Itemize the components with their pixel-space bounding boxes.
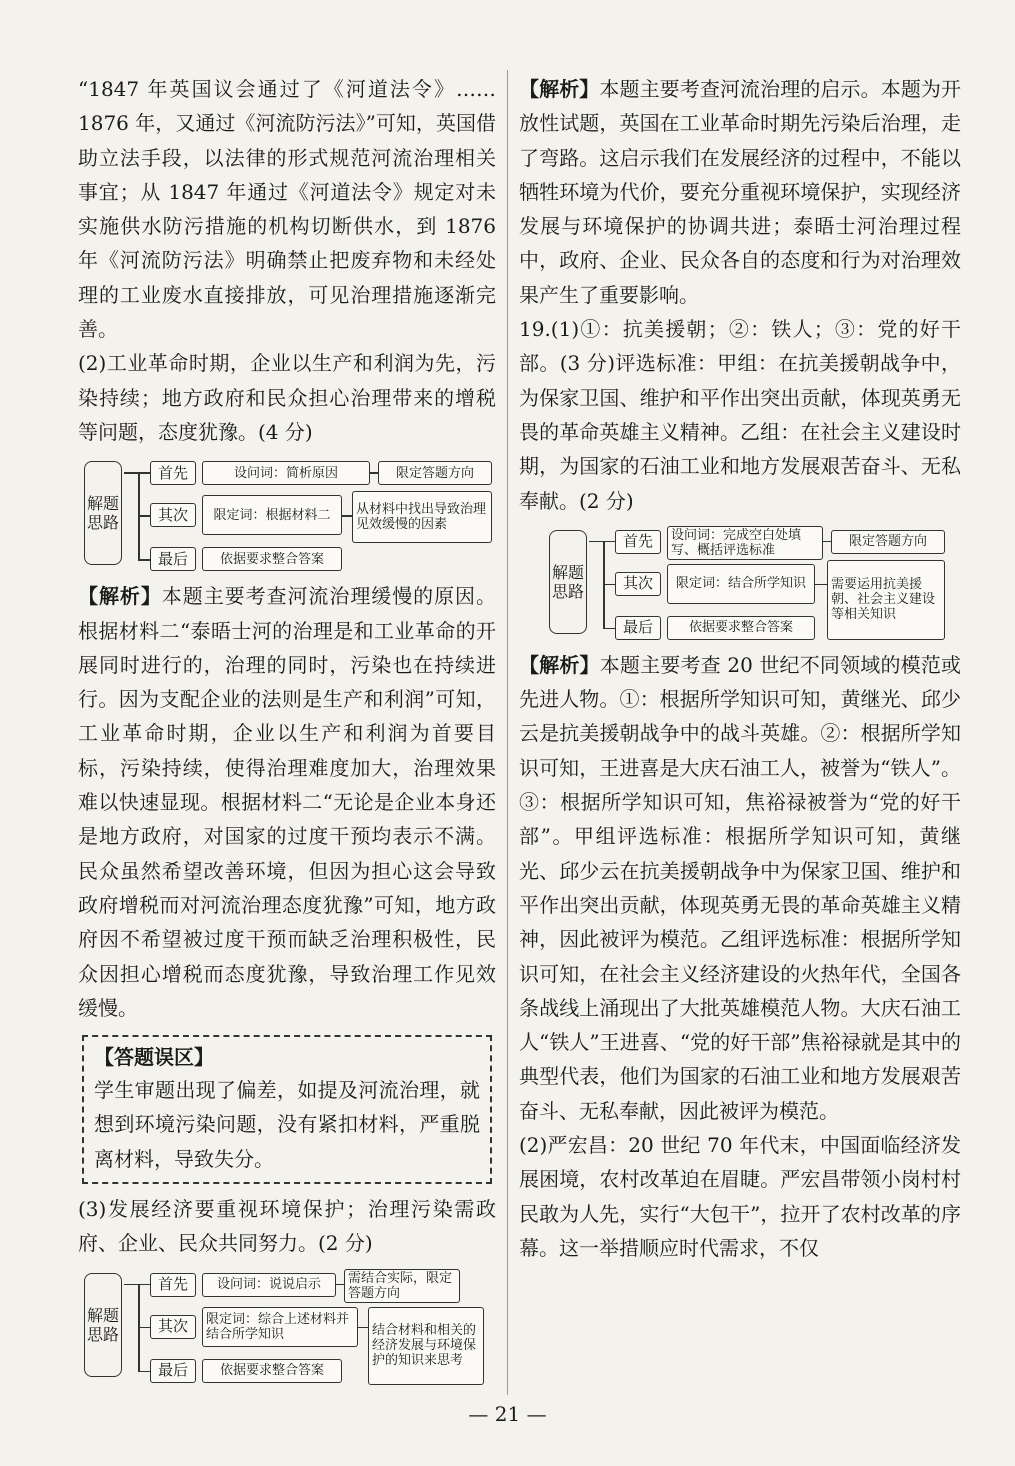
analysis-text: 本题主要考查河流治理的启示。本题为开放性试题，英国在工业革命时期先污染后治理，走了弯路。这启示我们在发展经济的过程中，不能以牺牲环境为代价，要充分重视环境保护，实现经济发展与环境保护的协调共进；泰晤士河治理过程中，政府、企业、民众各自的态度和行为对治理效果产生了重要影响。	[519, 77, 962, 307]
flow-node: 依据要求整合答案	[202, 547, 342, 571]
flow-node: 限定词：综合上述材料并结合所学知识	[202, 1307, 358, 1347]
flow-side-label: 解题思路	[84, 1273, 122, 1377]
question-2-answer: (2)严宏昌：20 世纪 70 年代末，中国面临经济发展困境，农村改革迫在眉睫。严宏昌带领小岗村村民敢为人先，实行“大包干”，拉开了农村改革的序幕。这一举措顺应时代需求，不仅	[519, 1133, 961, 1260]
flow-step-1: 首先	[150, 461, 196, 485]
error-zone-box	[82, 1035, 492, 1184]
solution-flowchart	[78, 457, 496, 573]
column-divider	[507, 70, 508, 1395]
flow-step-3: 最后	[150, 547, 196, 571]
flow-step-1: 首先	[150, 1273, 196, 1297]
flow-step-2: 其次	[150, 1315, 196, 1339]
flow-step-2: 其次	[150, 503, 196, 527]
error-zone-title: 【答题误区】	[94, 1045, 214, 1070]
left-column	[78, 72, 496, 1391]
analysis-tag: 【解析】	[519, 652, 600, 677]
paragraph: “1847 年英国议会通过了《河道法令》……1876 年，又通过《河流防污法》”可知，英国借助立法手段，以法律的形式规范河流治理相关事宜；从 1847 年通过《河道法令》规定对未实施供水防污措施的机构切断供水，到 1876 年《河流防污法》明确禁止把废弃物和未经处理的工业废水直接排放，可见治理措施逐渐完善。	[78, 77, 496, 342]
flow-node: 限定答题方向	[831, 530, 945, 554]
flow-step-3: 最后	[615, 616, 661, 640]
error-zone-text: 学生审题出现了偏差，如提及河流治理，就想到环境污染问题，没有紧扣材料，严重脱离材料，导致失分。	[94, 1078, 480, 1171]
flow-node: 需结合实际，限定答题方向	[344, 1269, 460, 1303]
question-19-answer: 19.(1)①：抗美援朝；②：铁人；③：党的好干部。(3 分)评选标准：甲组：在抗美援朝战争中，为保家卫国、维护和平作出突出贡献，体现英勇无畏的革命英雄主义精神。乙组：在社会主义建设时期，为国家的石油工业和地方发展艰苦奋斗、无私奉献。(2 分)	[519, 317, 961, 513]
flow-node: 设问词：完成空白处填写、概括评选标准	[667, 526, 823, 560]
flow-node: 限定词：根据材料二	[202, 495, 342, 535]
question-2-answer: (2)工业革命时期，企业以生产和利润为先，污染持续；地方政府和民众担心治理带来的增税等问题，态度犹豫。(4 分)	[78, 351, 496, 444]
page-number: — 21 —	[468, 1402, 547, 1426]
flow-node: 设问词：说说启示	[202, 1273, 336, 1297]
flow-node: 限定词：结合所学知识	[667, 564, 815, 604]
flow-side-label: 解题思路	[549, 530, 587, 634]
flow-node: 结合材料和相关的经济发展与环境保护的知识来思考	[368, 1307, 484, 1385]
flow-node: 限定答题方向	[378, 461, 492, 485]
flow-node: 设问词：简析原因	[202, 461, 370, 485]
solution-flowchart	[78, 1269, 496, 1385]
flow-step-1: 首先	[615, 530, 661, 554]
solution-flowchart	[543, 526, 961, 642]
flow-node: 需要运用抗美援朝、社会主义建设等相关知识	[827, 560, 945, 640]
analysis-tag: 【解析】	[519, 77, 600, 101]
analysis-text: 本题主要考查 20 世纪不同领域的模范或先进人物。①：根据所学知识可知，黄继光、邱少云是抗美援朝战争中的战斗英雄。②：根据所学知识可知，王进喜是大庆石油工人，被誉为“铁人”。③：根据所学知识可知，焦裕禄被誉为“党的好干部”。甲组评选标准：根据所学知识可知，黄继光、邱少云在抗美援朝战争中为保家卫国、维护和平作出突出贡献，体现英勇无畏的革命英雄主义精神，因此被评为模范。乙组评选标准：根据所学知识可知，在社会主义经济建设的火热年代，全国各条战线上涌现出了大批英雄模范人物。大庆石油工人“铁人”王进喜、“党的好干部”焦裕禄就是其中的典型代表，他们为国家的石油工业和地方发展艰苦奋斗、无私奉献，因此被评为模范。	[519, 652, 961, 1123]
question-3-answer: (3)发展经济要重视环境保护；治理污染需政府、企业、民众共同努力。(2 分)	[78, 1197, 496, 1256]
analysis-text: 本题主要考查河流治理缓慢的原因。根据材料二“泰晤士河的治理是和工业革命的开展同时进行的，治理的同时，污染也在持续进行。因为支配企业的法则是生产和利润”可知，工业革命时期，企业以生产和利润为首要目标，污染持续，使得治理难度加大，治理效果难以快速显现。根据材料二“无论是企业本身还是地方政府，对国家的过度干预均表示不满。民众虽然希望改善环境，但因为担心这会导致政府增税而对河流治理态度犹豫”可知，地方政府因不希望被过度干预而缺乏治理积极性，民众因担心增税而态度犹豫，导致治理工作见效缓慢。	[78, 584, 497, 1020]
flow-step-2: 其次	[615, 572, 661, 596]
flow-step-3: 最后	[150, 1359, 196, 1383]
flow-node: 从材料中找出导致治理见效缓慢的因素	[352, 491, 492, 543]
flow-side-label: 解题思路	[84, 461, 122, 565]
flow-node: 依据要求整合答案	[202, 1359, 342, 1383]
analysis-tag: 【解析】	[78, 584, 162, 609]
flow-node: 依据要求整合答案	[667, 616, 815, 640]
right-column	[519, 72, 961, 1265]
